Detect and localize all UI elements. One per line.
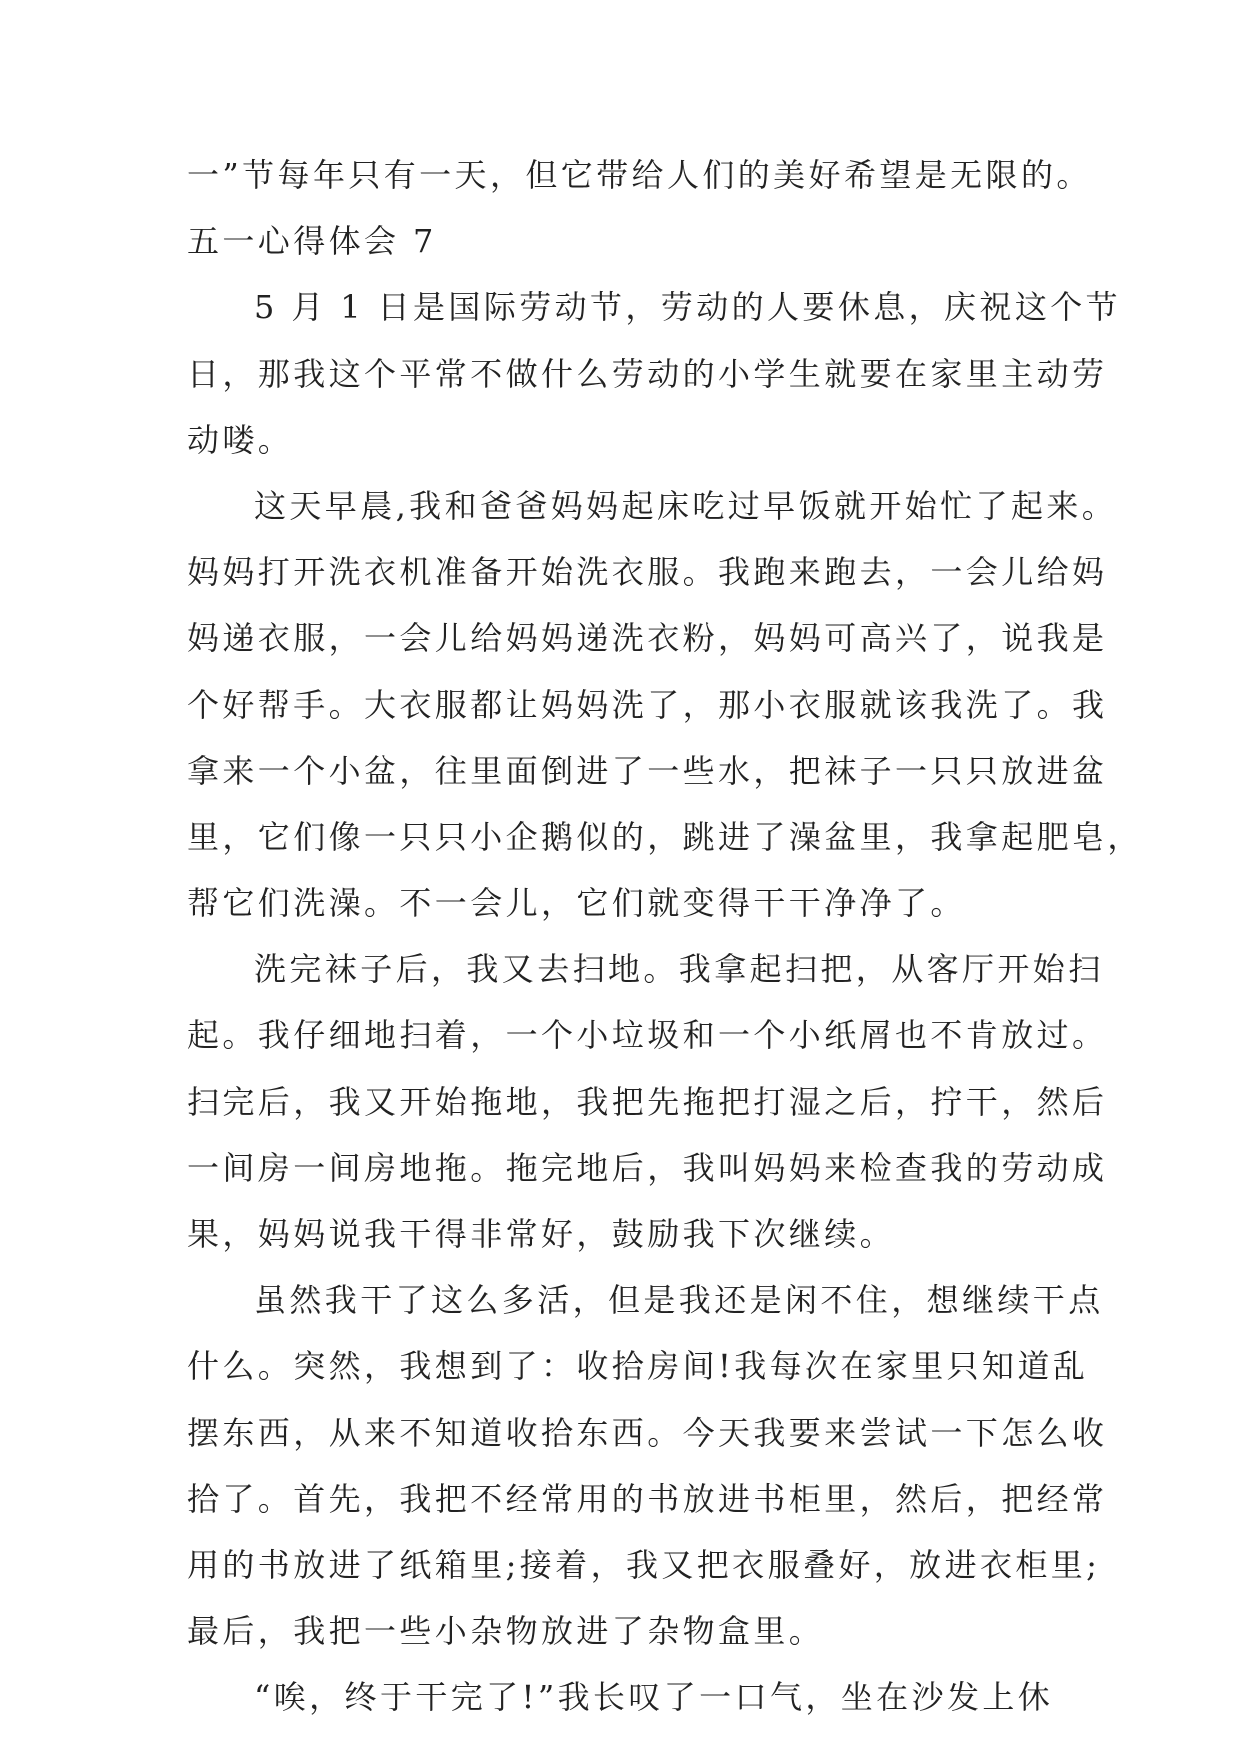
text-line: 妈妈打开洗衣机准备开始洗衣服。我跑来跑去，一会儿给妈 <box>187 553 1108 592</box>
text-line: “唉，终于干完了!”我长叹了一口气，坐在沙发上休 <box>254 1678 1054 1717</box>
section-heading: 五一心得体会 7 <box>187 222 437 261</box>
text-line: 妈递衣服，一会儿给妈妈递洗衣粉，妈妈可高兴了，说我是 <box>187 619 1108 658</box>
text-line: 摆东西，从来不知道收拾东西。今天我要来尝试一下怎么收 <box>187 1413 1108 1452</box>
text-line: 动喽。 <box>187 420 294 459</box>
text-line: 里，它们像一只只小企鹅似的，跳进了澡盆里，我拿起肥皂， <box>187 817 1143 856</box>
text-line: 这天早晨,我和爸爸妈妈起床吃过早饭就开始忙了起来。 <box>254 486 1118 525</box>
text-line: 一”节每年只有一天，但它带给人们的美好希望是无限的。 <box>187 156 1092 194</box>
text-line: 个好帮手。大衣服都让妈妈洗了，那小衣服就该我洗了。我 <box>187 685 1108 724</box>
text-line: 拿来一个小盆，往里面倒进了一些水，把袜子一只只放进盆 <box>187 751 1108 790</box>
text-line: 5 月 1 日是国际劳动节，劳动的人要休息，庆祝这个节 <box>254 288 1122 327</box>
text-line: 扫完后，我又开始拖地，我把先拖把打湿之后，拧干，然后 <box>187 1082 1108 1121</box>
text-line: 用的书放进了纸箱里;接着，我又把衣服叠好，放进衣柜里; <box>187 1545 1101 1584</box>
document-body <box>187 142 1143 1731</box>
text-line: 最后，我把一些小杂物放进了杂物盒里。 <box>187 1612 825 1651</box>
text-line: 一间房一间房地拖。拖完地后，我叫妈妈来检查我的劳动成 <box>187 1148 1108 1187</box>
text-line: 洗完袜子后，我又去扫地。我拿起扫把，从客厅开始扫 <box>254 950 1104 989</box>
text-line: 起。我仔细地扫着，一个小垃圾和一个小纸屑也不肯放过。 <box>187 1016 1108 1055</box>
text-line: 什么。突然，我想到了：收拾房间!我每次在家里只知道乱 <box>187 1347 1089 1386</box>
text-line: 果，妈妈说我干得非常好，鼓励我下次继续。 <box>187 1215 896 1253</box>
text-line: 日，那我这个平常不做什么劳动的小学生就要在家里主动劳 <box>187 354 1108 393</box>
text-line: 拾了。首先，我把不经常用的书放进书柜里，然后，把经常 <box>187 1479 1108 1518</box>
text-line: 帮它们洗澡。不一会儿，它们就变得干干净净了。 <box>187 884 966 923</box>
text-line: 虽然我干了这么多活，但是我还是闲不住，想继续干点 <box>254 1281 1104 1320</box>
